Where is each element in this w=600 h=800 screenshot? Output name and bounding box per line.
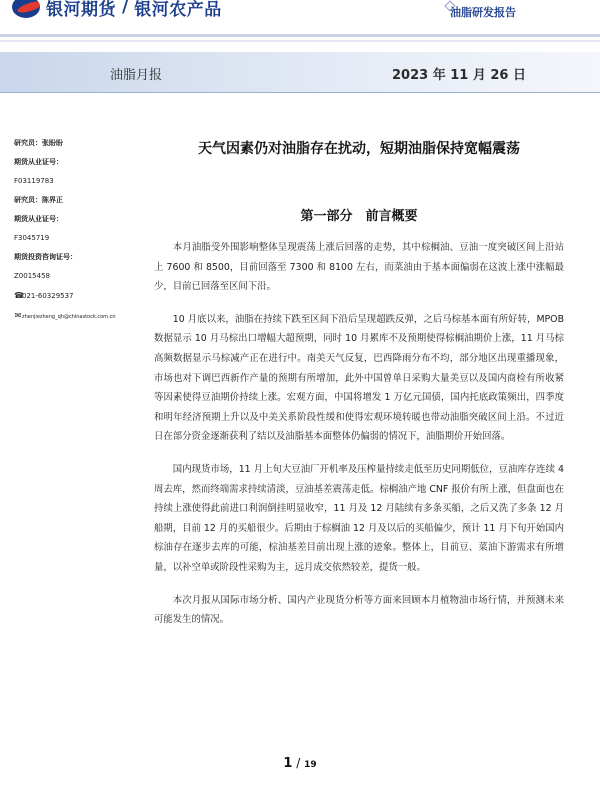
body-paragraph: 本月油脂受外围影响整体呈现震荡上涨后回落的走势，其中棕榈油、豆油一度突破区间上沿站上 7600 和 8500，目前回落至 7300 和 8100 左右，而菜油由于基本面偏弱在这波上涨中涨幅最少，目前已回落至区间下沿。 (154, 242, 564, 293)
section-title: 第一部分 前言概要 (300, 209, 418, 224)
body-paragraph: 国内现货市场，11 月上旬大豆油厂开机率及压榨量持续走低至历史同期低位，豆油库存连续 4 周去库，然而终端需求持续清淡，豆油基差震荡走低。棕榈油产地 CNF 报价有所上涨，但盘面也在持续上涨使得此前进口利润倒挂明显收窄，11 月及 12 月陆续有多条买船，之后又洗了多条 12 月船期，目前 12 月的买船很少。后期由于棕榈油 12 月及以后的买船偏少，预计 11 月下旬开始国内棕油存在逐步去库的可能，棕油基差目前出现上涨的迹象。整体上，目前豆、菜油下游需求有所增量，以补空单或阶段性采购为主，远月成交依然较差，提货一般。 (154, 463, 564, 573)
sub-brand-name: 银河农产品 (134, 0, 222, 20)
header-stripe-secondary (0, 40, 600, 42)
brand-separator: / (122, 0, 129, 17)
analyst-line: F03119783 (14, 177, 54, 185)
report-title: 天气因素仍对油脂存在扰动，短期油脂保持宽幅震荡 (198, 141, 520, 157)
report-date: 2023 年 11 月 26 日 (392, 68, 526, 83)
phone-number: 021-60329537 (22, 292, 74, 300)
analyst-line: 研究员：张盼盼 (14, 139, 63, 147)
phone-icon: ☎ (14, 291, 24, 300)
analyst-line: 期货投资咨询证号： (14, 253, 77, 261)
report-banner (0, 52, 600, 92)
page-footer (0, 756, 600, 771)
analyst-line: Z0015458 (14, 272, 50, 280)
brand-name: 银河期货 (46, 0, 116, 20)
current-page: 1 (283, 756, 293, 771)
analyst-line: 期货从业证号： (14, 215, 63, 223)
analyst-line: 研究员：陈界正 (14, 196, 63, 204)
brand-logo (12, 0, 222, 20)
galaxy-logo-icon (12, 0, 40, 18)
header-stripe (0, 34, 600, 37)
contact-phone (14, 290, 134, 302)
analyst-line: 期货从业证号： (14, 158, 63, 166)
mail-icon: ✉ (14, 311, 22, 320)
body-paragraph: 10 月底以来，油脂在持续下跌至区间下沿后呈现超跌反弹，之后马棕基本面有所好转，MPOB 数据显示 10 月马棕出口增幅大超预期，同时 10 月累库不及预期使得棕榈油期价上涨，11 月马棕高频数据显示马棕减产正在进行中。南美天气反复，巴西降雨分布不均，部分地区出现重播现象，市场也对下调巴西新作产量的预期有所增加，此外中国曾单日采购大量美豆以及国内商检有所收紧等因素使得豆油期价持续上涨。宏观方面，中国将增发 1 万亿元国债，国内托底政策频出，四季度和明年经济预期上升以及中美关系阶段性缓和使得宏观环境转暖也带动油脂突破区间上沿。不过近日在部分资金逐渐获利了结以及油脂基本面整体仍偏弱的情况下，油脂期价开始回落。 (154, 313, 564, 443)
report-category: 油脂月报 (110, 68, 163, 83)
email-address[interactable]: zhenjiezheng_qh@chinastock.com.cn (22, 314, 116, 320)
report-body (154, 138, 564, 643)
body-paragraph: 本次月报从国际市场分析、国内产业现货分析等方面来回顾本月植物油市场行情，并预测未来可能发生的情况。 (154, 594, 564, 626)
page-separator: / (296, 756, 301, 770)
analyst-sidebar (14, 138, 134, 331)
report-type: 油脂研发报告 (450, 6, 516, 19)
contact-email (14, 310, 134, 323)
banner-divider (0, 92, 600, 93)
total-pages: 19 (304, 760, 317, 770)
analyst-line: F3045719 (14, 234, 50, 242)
